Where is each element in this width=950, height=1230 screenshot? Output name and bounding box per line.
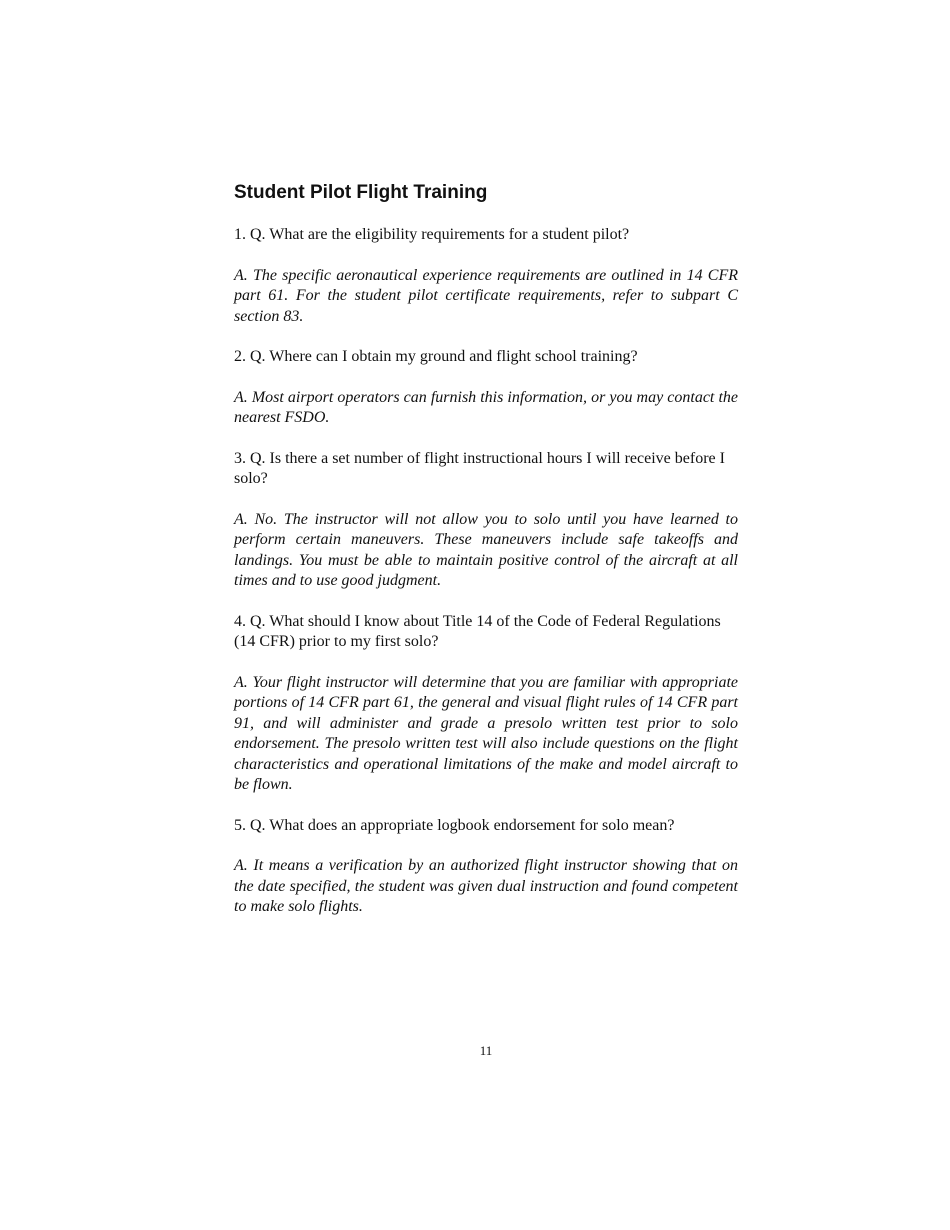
question-3: 3. Q. Is there a set number of flight instructional hours I will receive before I solo? [234,449,725,487]
answer-4: A. Your flight instructor will determine that you are familiar with appropriate portions of 14 CFR part 61, the general and visual flight rules of 14 CFR part 91, and will administer and grade a presolo written test prior to solo endorsement. The presolo written test will also include questions on the flight characteristics and operational limitations of the make and model aircraft to be flown. [234,673,738,793]
qa-item-4 [234,612,738,796]
qa-item-1 [234,225,738,327]
answer-3: A. No. The instructor will not allow you to solo until you have learned to perform certain maneuvers. These maneuvers include safe takeoffs and landings. You must be able to maintain positive control of the aircraft at all times and to use good judgment. [234,510,738,589]
question-2: 2. Q. Where can I obtain my ground and flight school training? [234,348,638,365]
page-title: Student Pilot Flight Training [234,182,488,203]
question-1: 1. Q. What are the eligibility requirements for a student pilot? [234,226,630,243]
question-4: 4. Q. What should I know about Title 14 of the Code of Federal Regulations (14 CFR) prior to my first solo? [234,612,721,650]
answer-5: A. It means a verification by an authorized flight instructor showing that on the date specified, the student was given dual instruction and found competent to make solo flights. [234,857,738,915]
qa-item-2 [234,347,738,429]
answer-2: A. Most airport operators can furnish this information, or you may contact the nearest FSDO. [234,388,738,426]
document-page [234,180,738,938]
qa-item-5 [234,816,738,918]
answer-1: A. The specific aeronautical experience requirements are outlined in 14 CFR part 61. For the student pilot certificate requirements, refer to subpart C section 83. [234,266,738,325]
question-5: 5. Q. What does an appropriate logbook endorsement for solo mean? [234,816,675,834]
page-number: 11 [479,1043,493,1058]
qa-item-3 [234,449,738,592]
